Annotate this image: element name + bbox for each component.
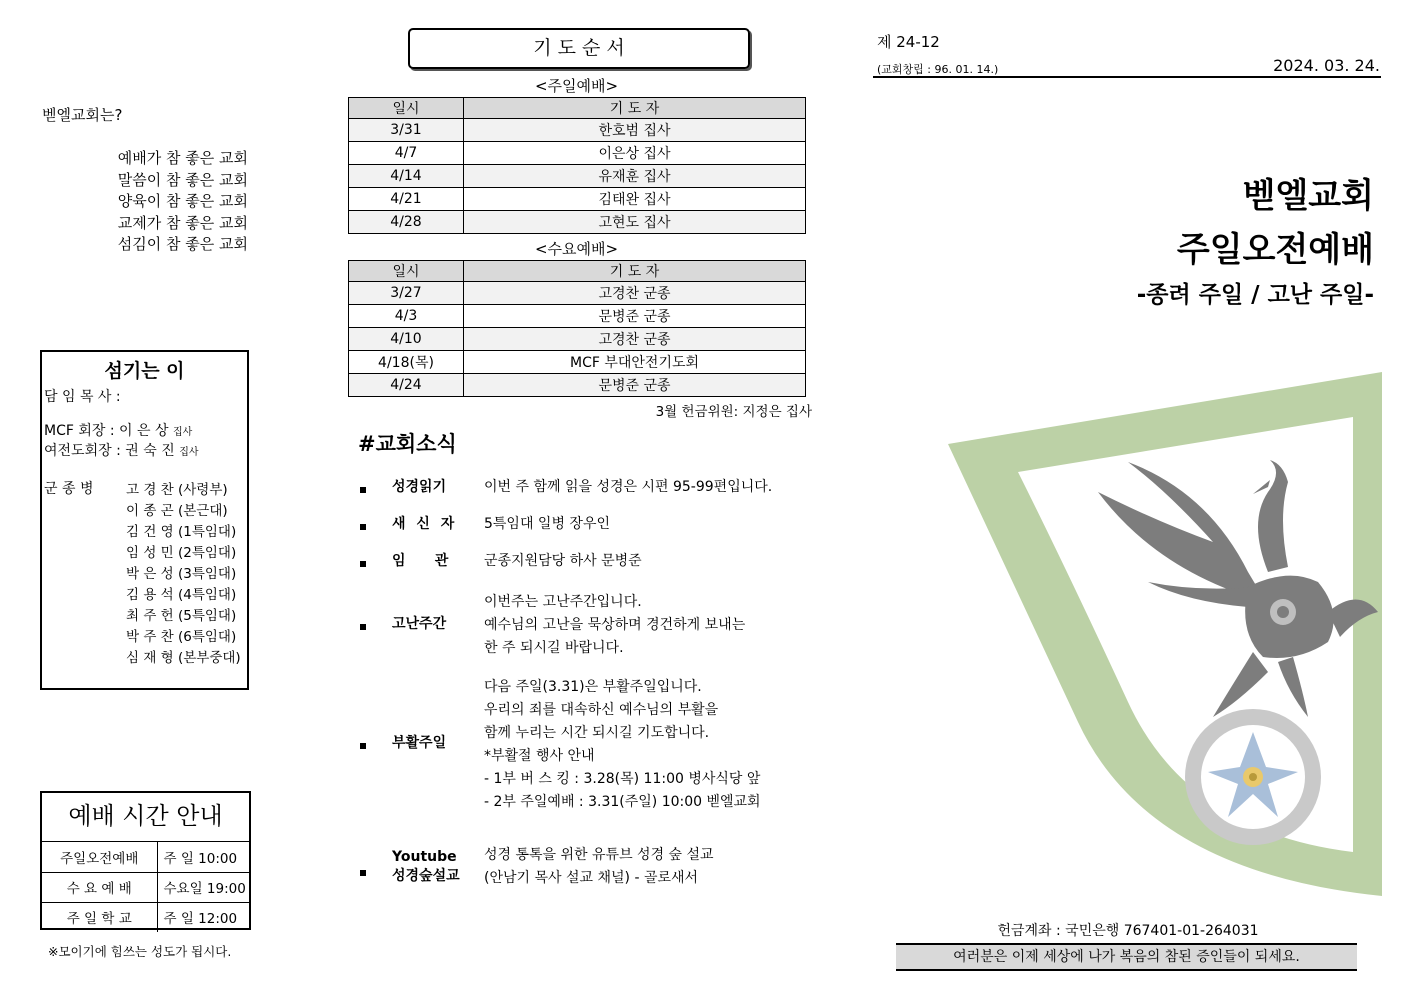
leader-cell: 문병준 군종 — [464, 305, 806, 328]
intro-line: 예배가 참 좋은 교회 — [117, 149, 248, 167]
table-row — [42, 872, 249, 902]
service-name-cell: 주 일 학 교 — [42, 902, 157, 932]
intro-lines — [80, 148, 248, 256]
date-cell: 4/24 — [349, 374, 464, 397]
table-row — [349, 119, 806, 142]
news-label: 부활주일 — [392, 735, 447, 751]
news-line: 예수님의 고난을 묵상하며 경건하게 보내는 — [484, 617, 746, 633]
intro-line: 교제가 참 좋은 교회 — [117, 213, 248, 232]
footnote: ※모이기에 힘쓰는 성도가 됩시다. — [48, 944, 232, 959]
header-divider — [873, 76, 1381, 78]
news-heading: #교회소식 — [358, 432, 457, 456]
table-row — [349, 165, 806, 188]
bullet-icon — [360, 524, 366, 530]
date-cell: 4/14 — [349, 165, 464, 188]
table-header-row — [349, 98, 806, 119]
news-line: - 2부 주일예배 : 3.31(주일) 10:00 벧엘교회 — [484, 794, 761, 810]
news-item-passion-week — [358, 594, 828, 656]
news-line: 이번주는 고난주간입니다. — [484, 594, 642, 610]
sunday-theme: -종려 주일 / 고난 주일- — [1136, 282, 1374, 308]
news-label: 고난주간 — [392, 616, 447, 632]
mcf-name: 이 은 상 — [119, 423, 169, 439]
soldier-item: 김 용 석 (4특임대) — [126, 587, 237, 603]
date-cell: 4/3 — [349, 305, 464, 328]
table-row — [349, 328, 806, 351]
leader-cell: 고경찬 군종 — [464, 328, 806, 351]
women-label: 여전도회장 : — [44, 443, 121, 459]
news-text — [484, 676, 761, 814]
news-item-easter — [358, 679, 828, 810]
leader-cell: 한호범 집사 — [464, 119, 806, 142]
soldier-item: 이 종 곤 (본근대) — [126, 503, 228, 519]
leader-cell: 문병준 군종 — [464, 374, 806, 397]
leader-cell: 고경찬 군종 — [464, 282, 806, 305]
table-row — [349, 351, 806, 374]
offering-account: 헌금계좌 : 국민은행 767401-01-264031 — [997, 923, 1259, 939]
news-line: *부활절 행사 안내 — [484, 748, 595, 764]
col-leader-header: 기 도 자 — [464, 261, 806, 282]
women-name: 권 숙 진 — [125, 443, 175, 459]
soldier-item: 최 주 헌 (5특임대) — [126, 608, 237, 624]
news-item-newcomer — [358, 516, 828, 532]
news-label — [392, 848, 460, 886]
wednesday-prayer-table — [348, 260, 806, 397]
service-name: 주일오전예배 — [1176, 230, 1374, 270]
news-line: 성경 통톡을 위한 유튜브 성경 숲 설교 — [484, 847, 714, 863]
date-cell: 4/10 — [349, 328, 464, 351]
worship-times-box — [40, 791, 251, 930]
date-cell: 4/21 — [349, 188, 464, 211]
founded-date: (교회창립 : 96. 01. 14.) — [877, 63, 999, 76]
news-item-youtube — [358, 847, 828, 886]
soldier-label: 군 종 병 — [44, 481, 94, 497]
women-title: 집사 — [179, 447, 199, 458]
sunday-prayer-table — [348, 97, 806, 234]
bullet-icon — [360, 743, 366, 749]
leader-cell: 고현도 집사 — [464, 211, 806, 234]
intro-line: 양육이 참 좋은 교회 — [117, 192, 248, 210]
table-row — [349, 305, 806, 328]
closing-motto: 여러분은 이제 세상에 나가 복음의 참된 증인들이 되세요. — [896, 943, 1357, 971]
news-label: 성경읽기 — [392, 479, 447, 495]
servers-box — [40, 350, 249, 690]
phoenix-emblem-icon — [948, 372, 1382, 896]
news-line: 다음 주일(3.31)은 부활주일입니다. — [484, 679, 702, 695]
bullet-icon — [360, 561, 366, 567]
news-label-line: Youtube — [392, 849, 457, 865]
date-cell: 4/18(목) — [349, 351, 464, 374]
news-line: 우리의 죄를 대속하신 예수님의 부활을 — [484, 702, 719, 718]
bullet-icon — [360, 487, 366, 493]
intro-heading: 벧엘교회는? — [42, 106, 123, 124]
col-date-header: 일시 — [349, 98, 464, 119]
news-line: 함께 누리는 시간 되시길 기도합니다. — [484, 725, 710, 741]
soldier-item: 박 주 찬 (6특임대) — [126, 629, 237, 645]
news-item-bible-reading — [358, 479, 828, 495]
news-line: 5특임대 일병 장우인 — [484, 516, 610, 532]
church-name: 벧엘교회 — [1242, 176, 1374, 216]
news-line: 한 주 되시길 바랍니다. — [484, 640, 624, 656]
service-time-cell: 주 일 10:00 — [163, 850, 238, 867]
col-leader-header: 기 도 자 — [464, 98, 806, 119]
leader-cell: 김태완 집사 — [464, 188, 806, 211]
intro-line: 말씀이 참 좋은 교회 — [117, 170, 248, 189]
leader-cell: 이은상 집사 — [464, 142, 806, 165]
leader-cell: MCF 부대안전기도회 — [464, 351, 806, 374]
news-line: - 1부 버 스 킹 : 3.28(목) 11:00 병사식당 앞 — [484, 771, 761, 787]
news-label: 새 신 자 — [392, 516, 458, 532]
mcf-title: 집사 — [172, 427, 193, 438]
bullet-icon — [360, 624, 366, 630]
issue-number: 제 24-12 — [877, 33, 940, 51]
pastor-label: 담 임 목 사 : — [44, 389, 121, 405]
table-row — [349, 374, 806, 397]
soldier-item: 임 성 민 (2특임대) — [126, 545, 237, 561]
soldier-list — [126, 480, 241, 669]
service-name-cell: 수 요 예 배 — [42, 872, 157, 902]
news-line: 이번 주 함께 읽을 성경은 시편 95-99편입니다. — [484, 479, 773, 495]
news-line: (안남기 목사 설교 채널) - 골로새서 — [484, 870, 699, 886]
table-row — [349, 188, 806, 211]
date-cell: 3/31 — [349, 119, 464, 142]
news-label-line: 성경숲설교 — [392, 868, 460, 884]
col-date-header: 일시 — [349, 261, 464, 282]
soldier-item: 김 건 영 (1특임대) — [126, 524, 237, 540]
leader-cell: 유재훈 집사 — [464, 165, 806, 188]
service-time-cell: 주 일 12:00 — [157, 902, 249, 932]
sunday-worship-label: <주일예배> — [534, 77, 619, 95]
wednesday-worship-label: <수요예배> — [534, 240, 619, 258]
service-time-cell: 수요일 19:00 — [157, 872, 249, 902]
women-row — [44, 440, 199, 460]
mcf-label: MCF 회장 : — [44, 423, 115, 439]
news-label: 임 관 — [392, 553, 449, 569]
soldier-item: 박 은 성 (3특임대) — [126, 566, 237, 582]
date-cell: 4/28 — [349, 211, 464, 234]
news-text — [484, 513, 610, 536]
bulletin-date: 2024. 03. 24. — [1273, 56, 1380, 75]
date-cell: 3/27 — [349, 282, 464, 305]
news-text — [484, 476, 772, 499]
table-row — [349, 142, 806, 165]
table-row — [42, 902, 249, 932]
soldier-item: 고 경 찬 (사령부) — [126, 482, 228, 498]
bullet-icon — [360, 870, 366, 876]
servers-title: 섬기는 이 — [104, 360, 185, 382]
prayer-order-title: 기 도 순 서 — [408, 28, 750, 69]
news-text — [484, 844, 714, 890]
table-header-row — [349, 261, 806, 282]
table-row — [349, 282, 806, 305]
offering-committee-note: 3월 헌금위원: 지정은 집사 — [655, 404, 812, 420]
intro-line: 섬김이 참 좋은 교회 — [117, 235, 248, 253]
table-row — [42, 842, 249, 872]
table-row — [349, 211, 806, 234]
news-line: 군종지원담당 하사 문병준 — [484, 553, 642, 569]
worship-times-table — [42, 842, 249, 932]
news-text — [484, 550, 642, 573]
date-cell: 4/7 — [349, 142, 464, 165]
news-text — [484, 591, 745, 660]
worship-times-title: 예배 시간 안내 — [42, 793, 249, 842]
news-item-commission — [358, 553, 828, 569]
mcf-row — [44, 420, 192, 440]
service-name-cell: 주일오전예배 — [42, 842, 157, 872]
soldier-item: 심 재 형 (본부중대) — [126, 650, 241, 666]
